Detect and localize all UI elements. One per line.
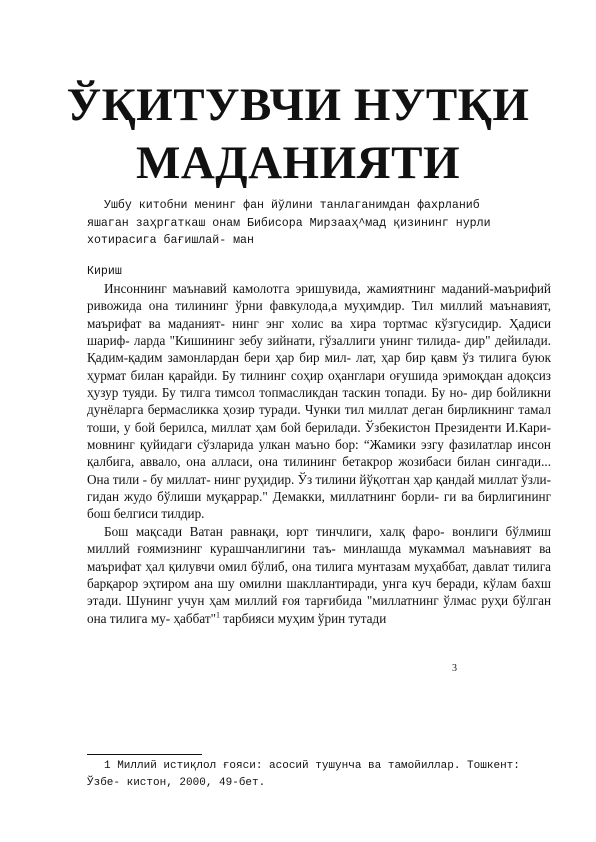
paragraph-2-tail: тарбияси муҳим ўрин тутади <box>219 610 387 626</box>
book-title <box>0 76 596 192</box>
body-text <box>87 280 551 627</box>
section-heading: Кириш <box>87 265 122 278</box>
dedication-text: Ушбу китобни менинг фан йўлини танлаганимдан фахрланиб яшаган заҳргаткаш онам Бибисора Мирзааҳ^мад қизининг нурли хотирасига бағишлай- ман <box>87 199 491 247</box>
book-title-line-2: МАДАНИЯТИ <box>135 137 461 189</box>
paragraph-2-text: Бош мақсади Ватан равнақи, юрт тинчлиги, халқ фаро- вонлиги бўлмиш миллий ғоямизнинг курашчанлигини таъ- минлашда мукаммал маънавият ва маърифат ҳал қилувчи омил бўлиб, она тилига мунтазам муҳаббат, давлат тилига барқарор эҳтиром ана шу омилни шакллантиради, унга куч беради, кўлам бахш этади. Шунинг учун ҳам миллий ғоя тарғибида "миллатнинг ўлмас руҳи бўлган она тилига му- ҳаббат" <box>87 523 551 626</box>
page-number: 3 <box>452 663 457 674</box>
footnote-reference[interactable]: 1 <box>215 610 220 620</box>
footnote-text: 1 Миллий истиқлол ғояси: асосий тушунча ва тамойиллар. Тошкент: Ўзбе- кистон, 2000, 49-бет. <box>87 760 520 789</box>
footnote-divider <box>87 754 202 755</box>
paragraph-2 <box>87 523 551 627</box>
paragraph-1: Инсоннинг маънавий камолотга эришувида, жамиятнинг маданий-маърифий ривожида она тилининг ўрни фавкулода,а муҳимдир. Тил миллий маънавият, маърифат ва маданият- нинг энг холис ва хира тортмас кўзгусидир. Ҳадиси шариф- ларда "Кишининг зебу зийнати, гўзаллиги унинг тилида- дир" дейилади. Қадим-қадим замонлардан бери ҳар бир мил- лат, ҳар бир қавм ўз тилига буюк ҳурмат билан қарайди. Бу тилнинг соҳир оҳанглари оғушида эримоқдан адоқсиз ҳузур туяди. Бу тилга тимсол топмасликдан таскин топади. Бу но- дир бойликни дунёларга бермасликка ҳозир туради. Чунки тил миллат деган бирликнинг тамал тоши, у бой берилса, миллат ҳам бой берилади. Ўзбекистон Президенти И.Кари- мовнинг қуйидаги сўзларида улкан маъно бор: “Жамики эзгу фазилатлар инсон қалбига, аввало, она алласи, она тилининг бетакрор жозибаси билан сингади... Она тили - бу миллат- нинг руҳидир. Ўз тилини йўқотган ҳар қандай миллат ўзли- гидан жудо бўлиши муқаррар." Демакки, миллатнинг борли- ги ва бирлигининг бош белгиси тилдир. <box>87 281 551 522</box>
book-title-line-1: ЎҚИТУВЧИ НУТҚИ <box>66 79 530 131</box>
